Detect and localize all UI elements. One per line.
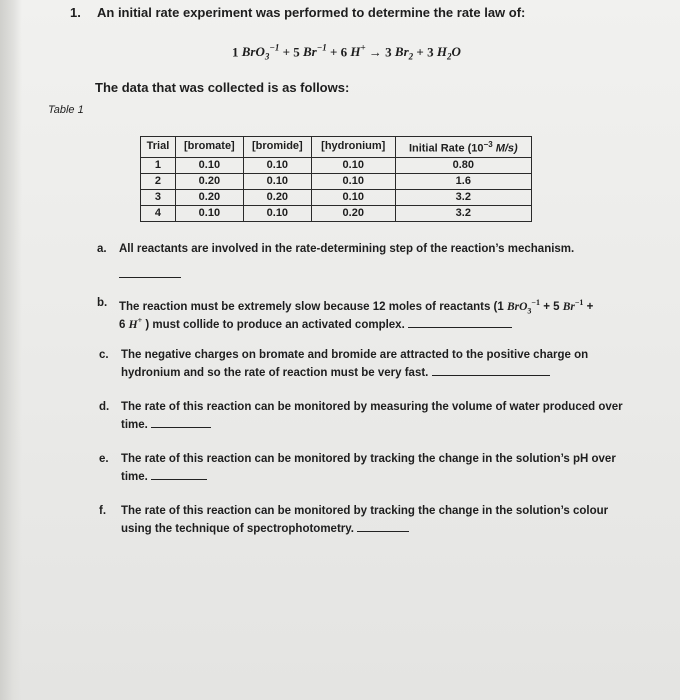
item-d-letter: d. [99,401,110,413]
question-number: 1. [70,5,81,20]
answer-blank-d[interactable] [151,416,211,428]
item-d-line1: The rate of this reaction can be monitored by measuring the volume of water produced over [121,401,623,413]
question-text: An initial rate experiment was performed to determine the rate law of: [97,5,526,20]
item-a-text: All reactants are involved in the rate-determining step of the reaction’s mechanism. [119,243,575,255]
data-intro: The data that was collected is as follows: [95,80,350,95]
item-f [99,502,659,542]
table-label: Table 1 [48,104,84,116]
coef-bromate: 1 [232,44,239,60]
item-c [99,346,659,386]
item-d-line2: time. [121,416,211,434]
answer-blank-c[interactable] [432,364,550,376]
item-e [99,450,659,490]
answer-blank-e[interactable] [151,468,207,480]
item-b-letter: b. [97,297,108,309]
table-row: 4 0.10 0.10 0.20 3.2 [141,205,532,221]
item-e-letter: e. [99,453,109,465]
item-b-line1: The reaction must be extremely slow because 12 moles of reactants (1 BrO$_3^{-1}$ + 5 $Br^{-1}$ + [119,298,594,316]
reaction-arrow-icon: → [368,44,382,60]
item-b [97,294,657,334]
page-edge-shadow [0,0,22,700]
water-formula: $H_2O$ [436,44,461,62]
item-e-line1: The rate of this reaction can be monitored by tracking the change in the solution’s pH over [121,453,616,465]
item-e-line2: time. [121,468,207,486]
item-f-line2: using the technique of spectrophotometry. [121,520,409,538]
item-a [97,240,657,280]
coef-bromide: 5 [293,44,300,60]
item-f-letter: f. [99,505,107,517]
table-row: 1 0.10 0.10 0.10 0.80 [141,157,532,173]
item-c-line2: hydronium and so the rate of reaction must be very fast. [121,364,550,382]
rate-data-table [140,136,532,222]
hydronium-formula: H+ [350,43,366,60]
table-header-row [141,137,532,158]
item-a-letter: a. [97,243,107,255]
answer-blank-f[interactable] [357,520,409,532]
header-trial: Trial [141,137,176,158]
item-b-line2: 6 H+ ) must collide to produce an activated complex. [119,312,512,334]
header-bromide: [bromide] [243,137,311,158]
table-row: 3 0.20 0.20 0.10 3.2 [141,189,532,205]
bromine-formula: $Br_2$ [394,44,414,62]
answer-blank-a[interactable] [119,266,181,278]
bromate-formula: BrO$_3^{-1}$ [241,43,280,62]
coef-hydronium: 6 [340,44,348,60]
reaction-equation: 1 BrO$_3^{-1}$ + 5 $Br^{-1} + 6$ H+ → 3 $Br_2 + 3$ $H_2O$ [232,43,461,62]
table-row: 2 0.20 0.10 0.10 1.6 [141,173,532,189]
header-hydronium: [hydronium] [311,137,395,158]
item-c-letter: c. [99,349,109,361]
item-d [99,398,659,438]
header-bromate: [bromate] [175,137,243,158]
item-f-line1: The rate of this reaction can be monitored by tracking the change in the solution’s colour [121,505,609,517]
item-c-line1: The negative charges on bromate and bromide are attracted to the positive charge on [121,349,589,361]
answer-blank-b[interactable] [408,316,512,328]
header-initial-rate: Initial Rate ($10^{-3}$ M/s) [395,137,531,158]
bromide-formula: $Br^{-1}$ [303,43,327,60]
